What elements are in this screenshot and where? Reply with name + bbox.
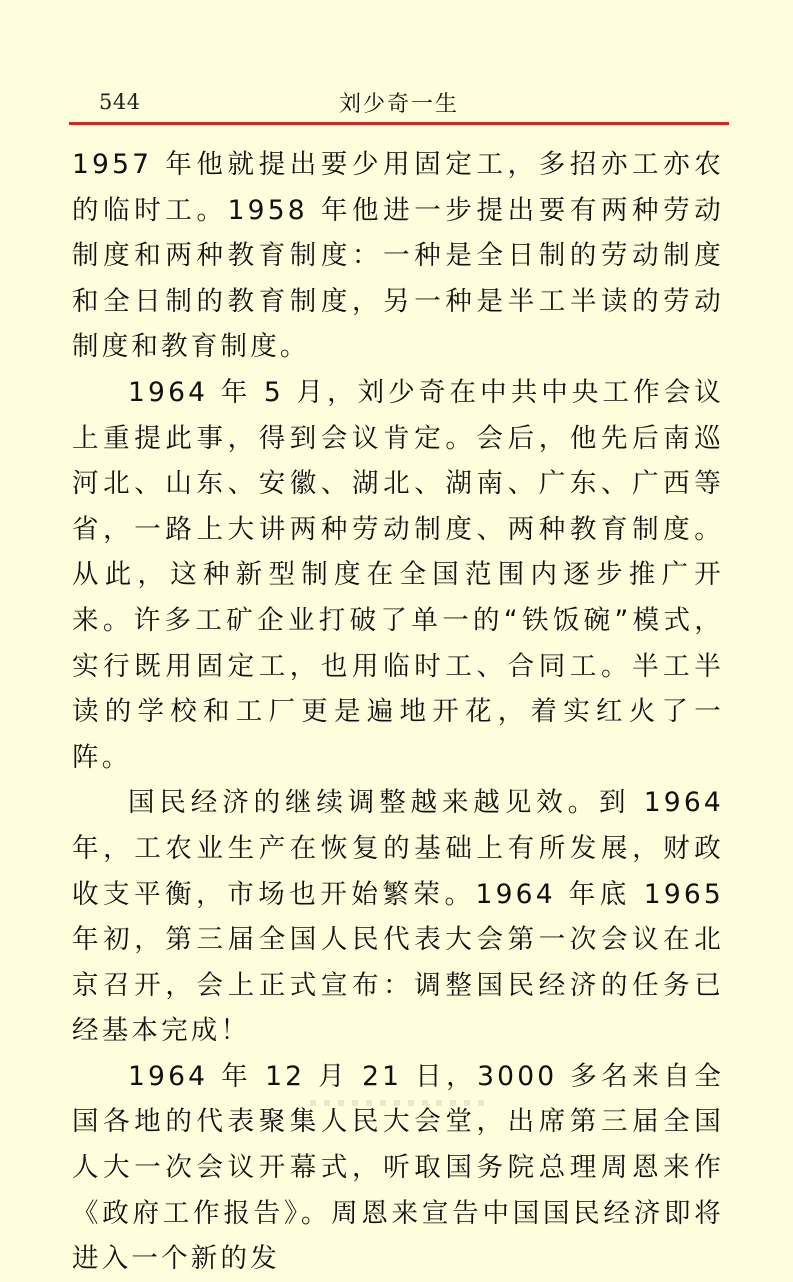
book-title: 刘少奇一生 bbox=[338, 92, 459, 117]
page-number: 544 bbox=[99, 90, 141, 114]
body-text bbox=[72, 142, 724, 1282]
paragraph-2: 1964 年 5 月，刘少奇在中共中央工作会议上重提此事，得到会议肯定。会后，他先后南巡河北、山东、安徽、湖北、湖南、广东、广西等省，一路上大讲两种劳动制度、两种教育制度。从此，这种新型制度在全国范围内逐步推广开来。许多工矿企业打破了单一的“铁饭碗”模式，实行既用固定工，也用临时工、合同工。半工半读的学校和工厂更是遍地开花，着实红火了一阵。 bbox=[72, 376, 724, 773]
paragraph-3: 国民经济的继续调整越来越见效。到 1964 年，工农业生产在恢复的基础上有所发展，财政收支平衡，市场也开始繁荣。1964 年底 1965 年初，第三届全国人民代表大会第一次会议在北京召开，会上正式宣布：调整国民经济的任务已经基本完成！ bbox=[72, 787, 724, 1047]
paragraph-4: 1964 年 12 月 21 日，3000 多名来自全国各地的代表聚集人民大会堂，出席第三届全国人大一次会议开幕式，听取国务院总理周恩来作《政府工作报告》。周恩来宣告中国国民经济即将进入一个新的发 bbox=[72, 1060, 724, 1275]
footer-smudge bbox=[310, 1100, 490, 1106]
paragraph-1: 1957 年他就提出要少用固定工，多招亦工亦农的临时工。1958 年他进一步提出要有两种劳动制度和两种教育制度：一种是全日制的劳动制度和全日制的教育制度，另一种是半工半读的劳动制度和教育制度。 bbox=[72, 149, 724, 363]
running-header bbox=[69, 82, 729, 122]
header-rule bbox=[69, 122, 729, 125]
